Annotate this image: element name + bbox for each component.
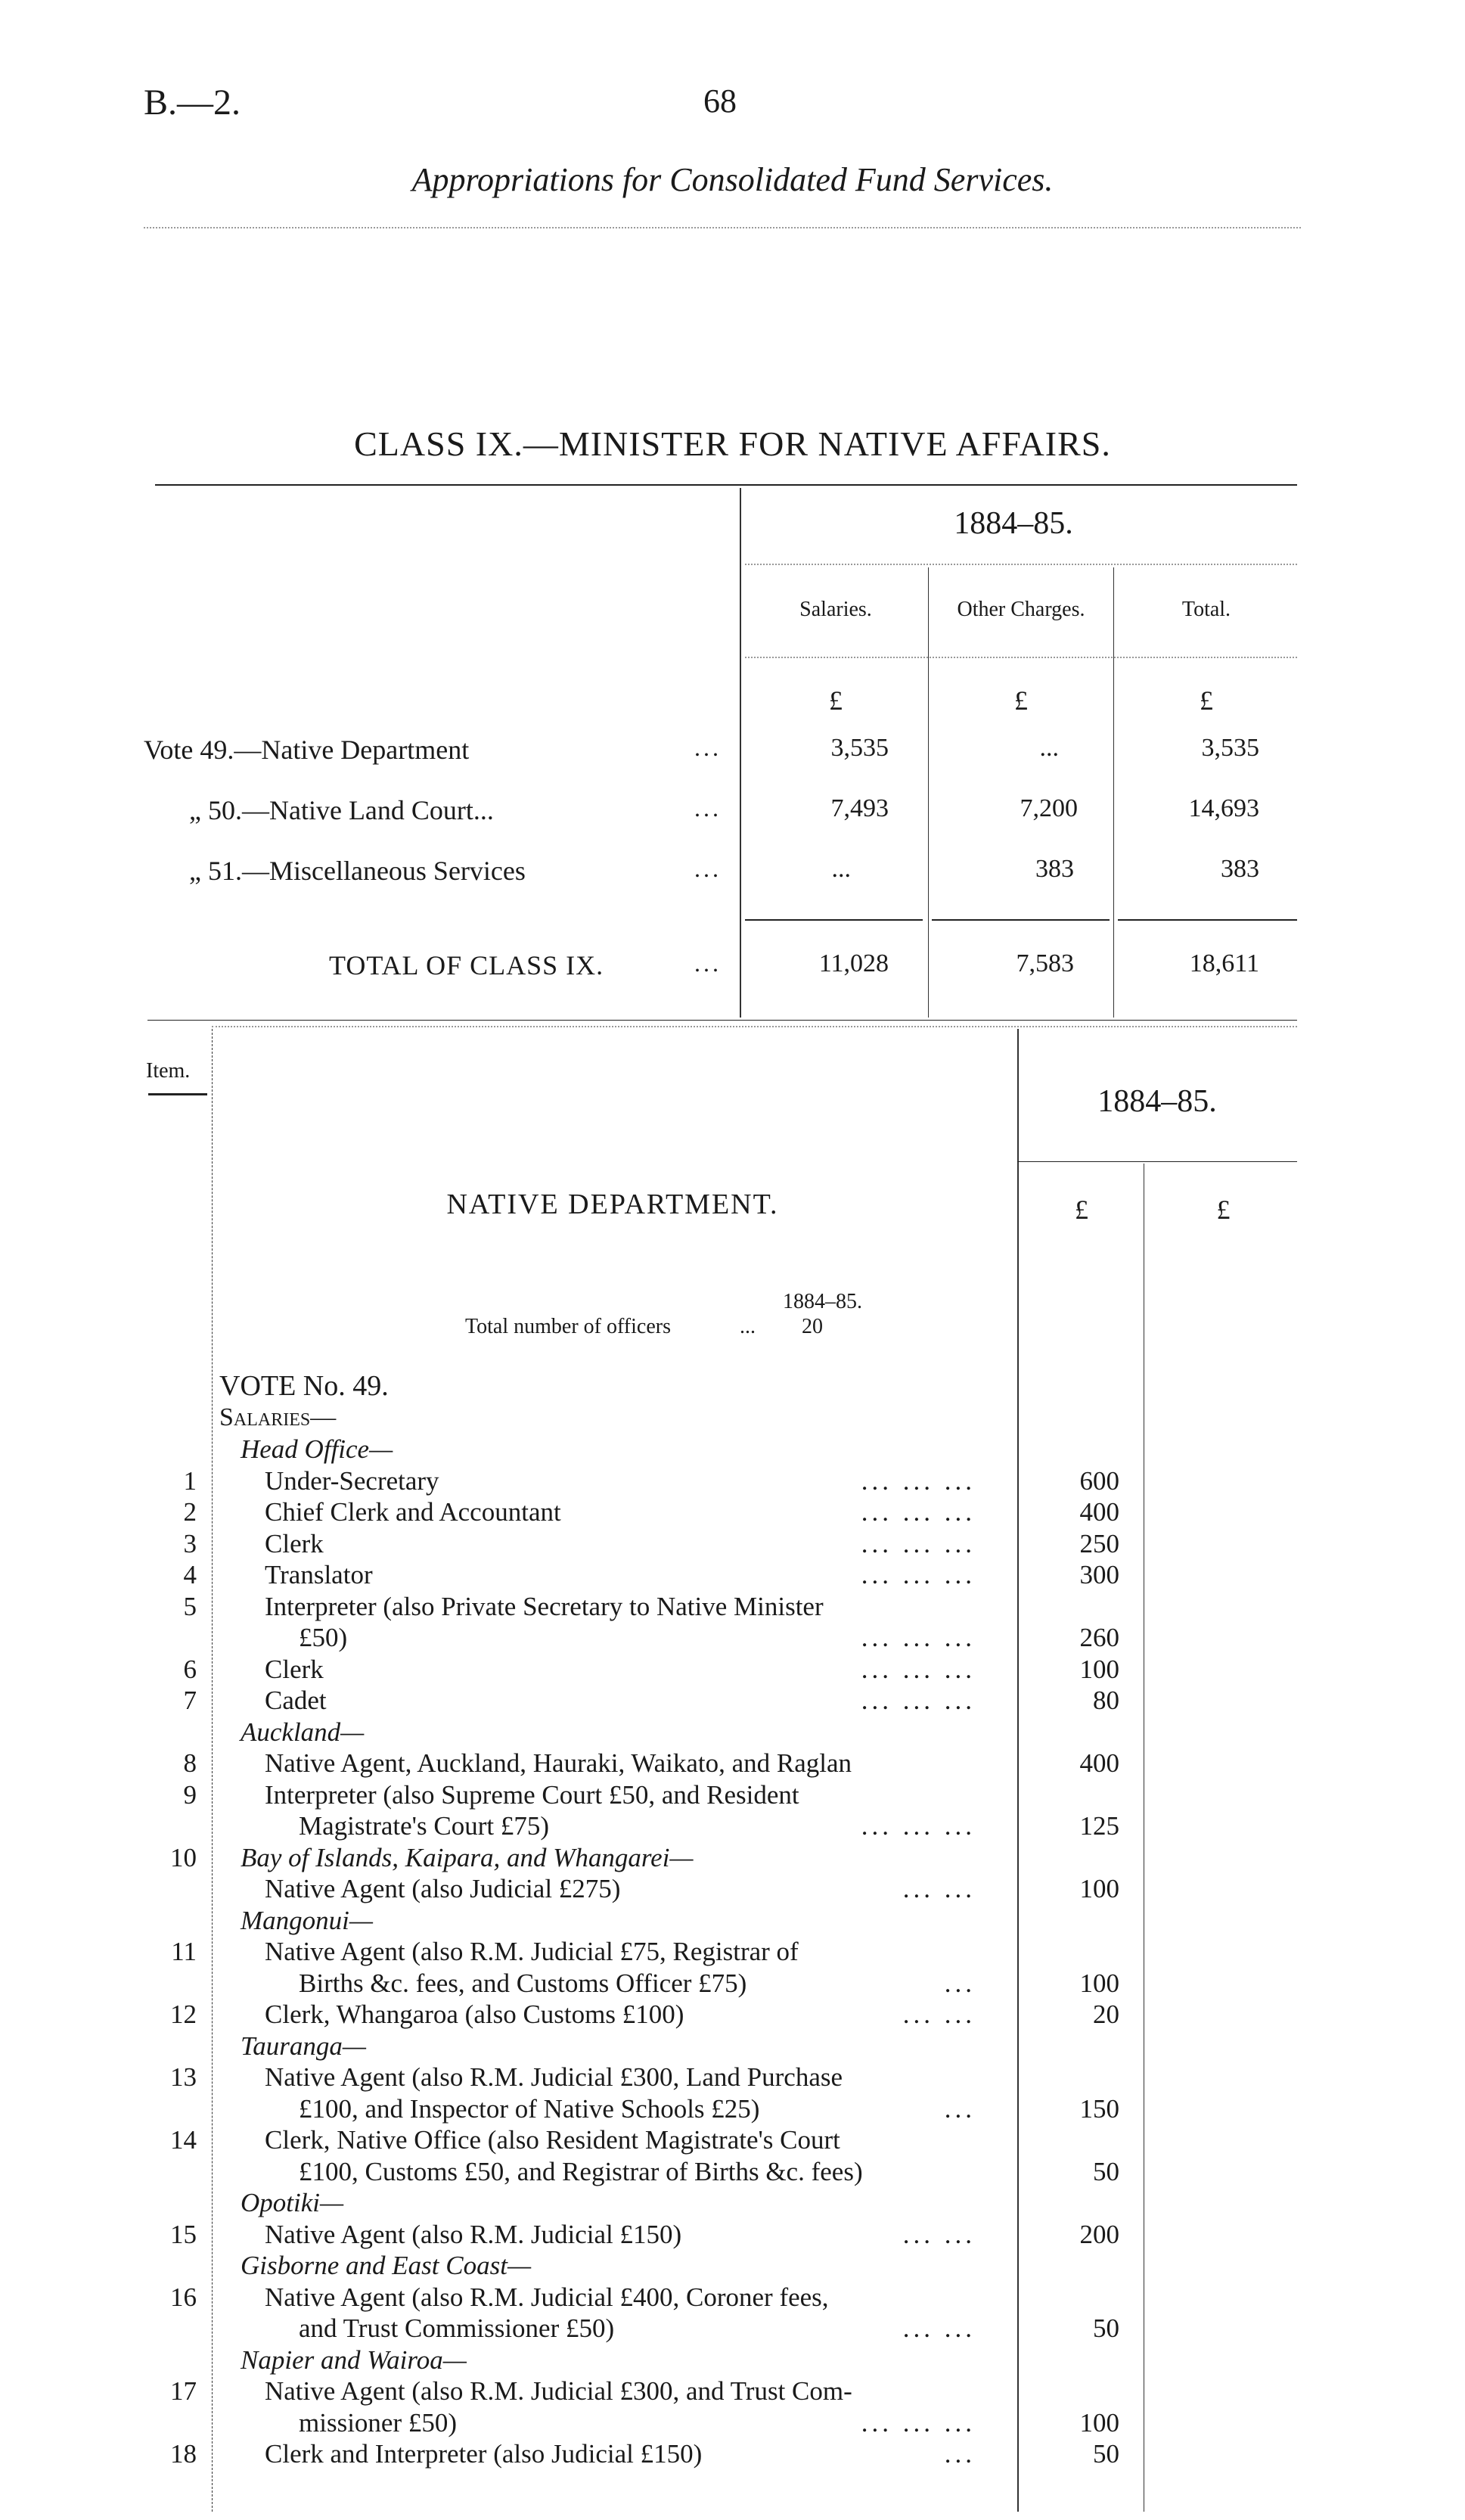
line-item [0, 2000, 1465, 2030]
class-title: CLASS IX.—MINISTER FOR NATIVE AFFAIRS. [354, 424, 1111, 463]
line-item [0, 2094, 1465, 2124]
total-other: 7,583 [1016, 949, 1074, 977]
header-rule [144, 227, 1301, 228]
leader-dots: ... ... [902, 2313, 976, 2343]
summary-divider [740, 488, 741, 1018]
summary-top-rule [155, 484, 1297, 486]
leader-dots: ... ... ... [861, 1686, 976, 1715]
item-number: 5 [183, 1592, 197, 1621]
leader-dots: ... ... [902, 2220, 976, 2249]
summary-year: 1884–85. [954, 506, 1073, 541]
detail-currency-2: £ [1216, 1195, 1231, 1225]
line-item [0, 1780, 1465, 1810]
item-amount: 260 [1079, 1623, 1119, 1652]
line-item [0, 2125, 1465, 2155]
item-number: 7 [183, 1686, 197, 1715]
location-heading [0, 2031, 1465, 2062]
line-item [0, 2220, 1465, 2250]
item-amount: 100 [1079, 1874, 1119, 1903]
item-number: 11 [171, 1937, 197, 1966]
item-amount: 125 [1079, 1811, 1119, 1841]
item-number: 3 [183, 1529, 197, 1558]
leader-dots: ... ... ... [861, 2408, 976, 2438]
row-total: 383 [1221, 855, 1259, 883]
total-rule-salaries [745, 919, 923, 921]
line-item [0, 1592, 1465, 1622]
location-label: Auckland— [241, 1717, 365, 1747]
vote-heading: VOTE No. 49. [219, 1370, 389, 1402]
location-label: Gisborne and East Coast— [241, 2251, 532, 2280]
currency-other: £ [1014, 685, 1028, 716]
leader-dots: ... ... ... [861, 1655, 976, 1684]
line-item [0, 1937, 1465, 1967]
location-heading [0, 1906, 1465, 1936]
item-number: 2 [183, 1497, 197, 1527]
item-amount: 250 [1079, 1529, 1119, 1558]
detail-year-rule [1017, 1161, 1297, 1162]
row-salaries: ... [831, 855, 851, 883]
row-other: ... [1039, 734, 1059, 762]
page-number: 68 [703, 82, 737, 120]
officers-label: Total number of officers [465, 1315, 671, 1338]
line-item [0, 1466, 1465, 1496]
detail-currency-1: £ [1075, 1195, 1088, 1225]
line-item [0, 1874, 1465, 1904]
item-amount: 80 [1093, 1686, 1119, 1715]
leader-dots: ... ... ... [861, 1497, 976, 1527]
total-dots: ... [694, 949, 722, 977]
row-other: 7,200 [1020, 794, 1078, 822]
page-subtitle: Appropriations for Consolidated Fund Services. [411, 161, 1054, 198]
row-label: Vote 49.—Native Department [144, 735, 470, 765]
item-number: 16 [170, 2282, 197, 2312]
item-amount: 600 [1079, 1466, 1119, 1496]
line-item [0, 1968, 1465, 1999]
row-label: „ 50.—Native Land Court... [189, 795, 494, 825]
item-amount: 400 [1079, 1497, 1119, 1527]
item-number: 1 [183, 1466, 197, 1496]
item-header-rule [148, 1093, 207, 1095]
section-title: NATIVE DEPARTMENT. [446, 1189, 779, 1220]
item-number: 18 [170, 2439, 197, 2469]
line-item [0, 2157, 1465, 2187]
leader-dots: ... [944, 2094, 976, 2124]
row-dots: ... [694, 734, 722, 761]
location-heading [0, 2251, 1465, 2281]
row-total: 14,693 [1188, 794, 1259, 822]
row-dots: ... [694, 855, 722, 882]
line-item [0, 1686, 1465, 1716]
item-description: Interpreter (also Private Secretary to Native Minister [265, 1592, 824, 1621]
salaries-heading: Salaries— [219, 1403, 337, 1431]
item-description: Native Agent (also R.M. Judicial £400, Coroner fees, [265, 2282, 829, 2312]
line-item [0, 1560, 1465, 1590]
item-description: Chief Clerk and Accountant [265, 1497, 561, 1527]
item-description: Native Agent (also Judicial £275) [265, 1874, 621, 1903]
summary-year-rule [745, 564, 1297, 565]
location-heading [0, 2188, 1465, 2218]
item-amount: 300 [1079, 1560, 1119, 1589]
leader-dots: ... [944, 1968, 976, 1998]
currency-salaries: £ [829, 685, 843, 716]
item-description: Clerk [265, 1529, 324, 1558]
row-total: 3,535 [1201, 734, 1259, 762]
item-amount: 100 [1079, 1968, 1119, 1998]
leader-dots: ... ... ... [861, 1623, 976, 1652]
line-item [0, 1529, 1465, 1559]
summary-header-rule [745, 657, 1297, 658]
leader-dots: ... [944, 2439, 976, 2469]
row-dots: ... [694, 794, 722, 822]
leader-dots: ... ... [902, 1874, 976, 1903]
location-heading [0, 2345, 1465, 2376]
officers-year: 1884–85. [783, 1290, 862, 1313]
item-description: Clerk, Whangaroa (also Customs £100) [265, 2000, 684, 2029]
item-number: 8 [183, 1748, 197, 1778]
item-description: £50) [299, 1623, 348, 1652]
item-amount: 100 [1079, 2408, 1119, 2438]
item-description: Native Agent (also R.M. Judicial £300, Land Purchase [265, 2062, 843, 2092]
line-item [0, 2062, 1465, 2093]
location-label: Mangonui— [241, 1906, 373, 1935]
item-description: missioner £50) [299, 2408, 458, 2438]
item-description: Translator [265, 1560, 373, 1589]
item-number: 12 [170, 2000, 197, 2029]
summary-col-rule-1 [928, 567, 929, 1018]
item-description: £100, and Inspector of Native Schools £25) [299, 2094, 760, 2124]
item-description: and Trust Commissioner £50) [299, 2313, 615, 2343]
item-amount: 150 [1079, 2094, 1119, 2124]
leader-dots: ... ... ... [861, 1811, 976, 1841]
col-total: Total. [1181, 598, 1231, 621]
currency-total: £ [1200, 685, 1213, 716]
item-number: 17 [170, 2376, 197, 2406]
item-number: 4 [183, 1560, 197, 1589]
item-number: 6 [183, 1655, 197, 1684]
item-column-header: Item. [146, 1059, 191, 1083]
item-description: Native Agent (also R.M. Judicial £150) [265, 2220, 682, 2249]
row-other: 383 [1035, 855, 1074, 883]
line-item [0, 1748, 1465, 1779]
line-item [0, 1655, 1465, 1685]
line-item [0, 2313, 1465, 2344]
detail-top-rule [212, 1026, 1297, 1027]
item-amount: 50 [1093, 2157, 1119, 2186]
location-heading [0, 1717, 1465, 1748]
leader-dots: ... ... ... [861, 1560, 976, 1589]
leader-dots: ... ... ... [861, 1529, 976, 1558]
item-amount: 400 [1079, 1748, 1119, 1778]
item-description: Under-Secretary [265, 1466, 439, 1496]
item-amount: 20 [1093, 2000, 1119, 2029]
location-label: Head Office— [241, 1434, 393, 1464]
total-label: TOTAL OF CLASS IX. [329, 950, 604, 980]
line-item [0, 1497, 1465, 1527]
item-description: Interpreter (also Supreme Court £50, and Resident [265, 1780, 799, 1810]
item-amount: 200 [1079, 2220, 1119, 2249]
detail-year: 1884–85. [1097, 1084, 1217, 1119]
item-description: Cadet [265, 1686, 327, 1715]
location-label: Bay of Islands, Kaipara, and Whangarei— [241, 1843, 694, 1872]
col-other-charges: Other Charges. [957, 598, 1085, 621]
item-description: Native Agent (also R.M. Judicial £300, and Trust Com- [265, 2376, 852, 2406]
summary-bottom-rule [147, 1020, 1297, 1021]
item-amount: 100 [1079, 1655, 1119, 1684]
summary-col-rule-2 [1113, 567, 1114, 1018]
item-amount: 50 [1093, 2439, 1119, 2469]
location-label: Tauranga— [241, 2031, 366, 2061]
location-heading [0, 1843, 1465, 1873]
row-salaries: 3,535 [830, 734, 889, 762]
line-item [0, 1623, 1465, 1653]
row-salaries: 7,493 [830, 794, 889, 822]
item-description: Native Agent, Auckland, Hauraki, Waikato, and Raglan [265, 1748, 852, 1778]
item-description: Clerk and Interpreter (also Judicial £150) [265, 2439, 703, 2469]
item-number: 10 [170, 1843, 197, 1872]
line-item [0, 1811, 1465, 1841]
officers-count: 20 [802, 1315, 823, 1338]
item-description: Magistrate's Court £75) [299, 1811, 549, 1841]
document-reference: B.—2. [144, 82, 241, 123]
item-description: Births &c. fees, and Customs Officer £75) [299, 1968, 747, 1998]
item-description: Clerk [265, 1655, 324, 1684]
item-number: 15 [170, 2220, 197, 2249]
leader-dots: ... ... ... [861, 1466, 976, 1496]
location-label: Napier and Wairoa— [241, 2345, 467, 2375]
item-number: 9 [183, 1780, 197, 1810]
item-description: Native Agent (also R.M. Judicial £75, Registrar of [265, 1937, 799, 1966]
item-number: 13 [170, 2062, 197, 2092]
line-item [0, 2282, 1465, 2313]
total-rule-total [1118, 919, 1297, 921]
total-rule-other [932, 919, 1110, 921]
line-item [0, 2376, 1465, 2407]
item-number: 14 [170, 2125, 197, 2155]
item-amount: 50 [1093, 2313, 1119, 2343]
location-label: Opotiki— [241, 2188, 344, 2217]
row-label: „ 51.—Miscellaneous Services [189, 856, 526, 886]
officers-dots: ... [740, 1315, 756, 1338]
col-salaries: Salaries. [799, 598, 872, 621]
line-item [0, 2408, 1465, 2438]
leader-dots: ... ... [902, 2000, 976, 2029]
total-salaries: 11,028 [818, 949, 889, 977]
location-heading [0, 1434, 1465, 1465]
item-description: £100, Customs £50, and Registrar of Births &c. fees) [299, 2157, 863, 2186]
total-total: 18,611 [1189, 949, 1259, 977]
item-description: Clerk, Native Office (also Resident Magistrate's Court [265, 2125, 840, 2155]
line-item [0, 2439, 1465, 2469]
